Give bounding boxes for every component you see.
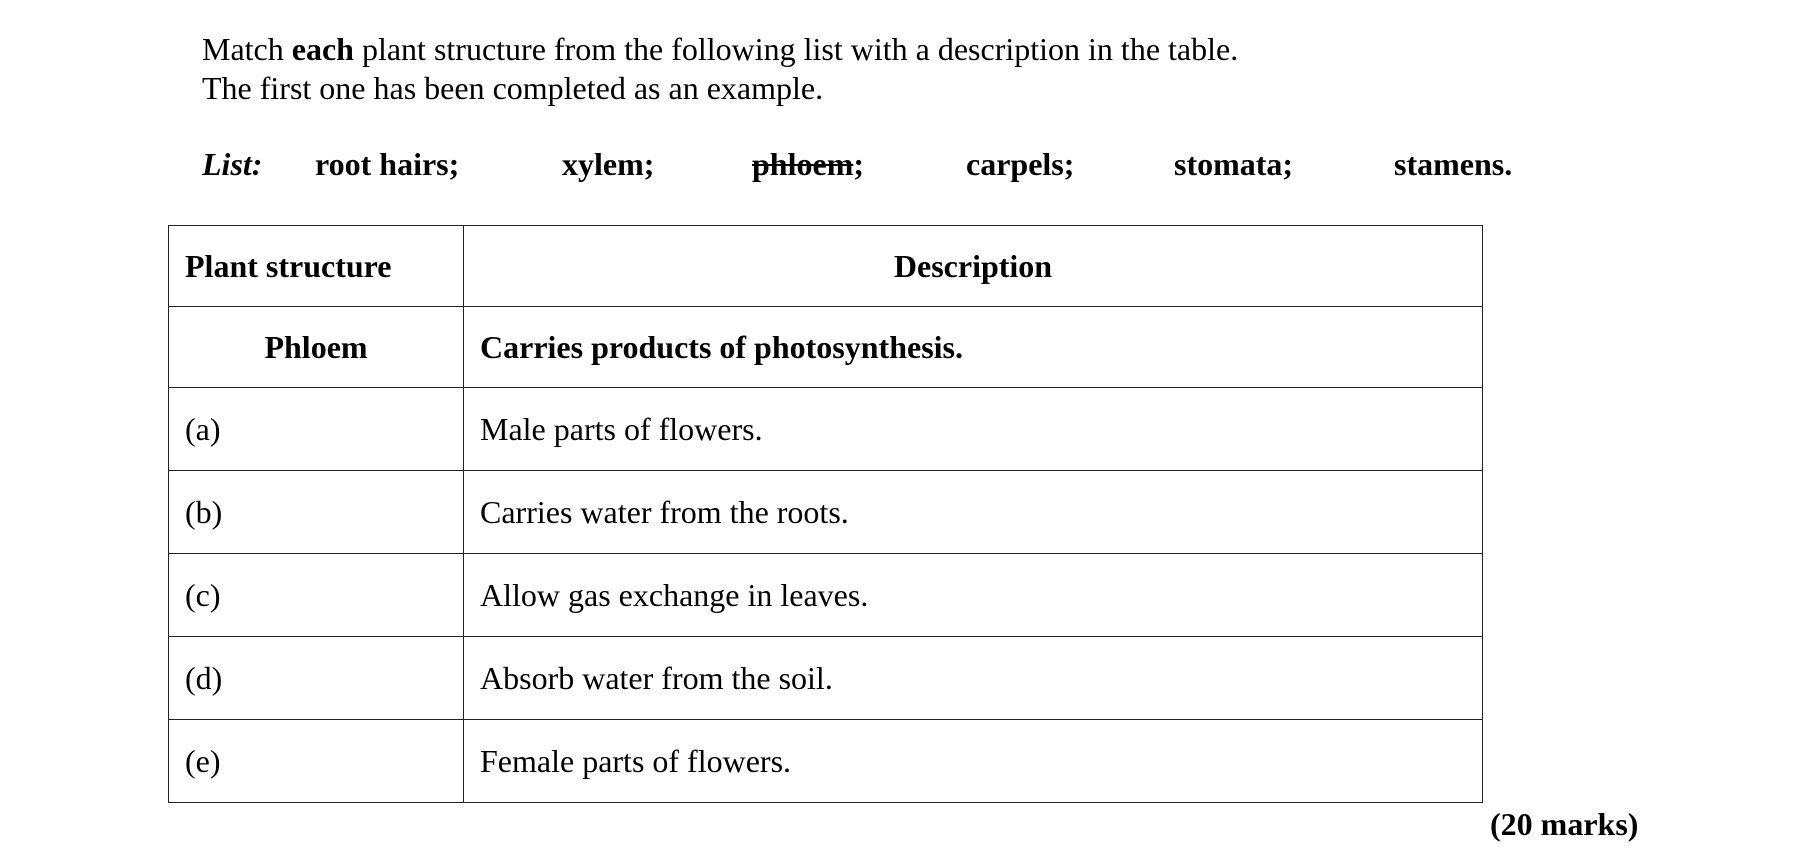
list-item-suffix: ; xyxy=(853,146,864,182)
example-structure: Phloem xyxy=(169,307,464,388)
answer-cell-c[interactable]: (c) xyxy=(169,554,464,637)
answer-cell-b[interactable]: (b) xyxy=(169,471,464,554)
answer-cell-e[interactable]: (e) xyxy=(169,720,464,803)
description-cell: Absorb water from the soil. xyxy=(464,637,1483,720)
example-row xyxy=(169,307,1483,388)
header-plant-structure: Plant structure xyxy=(169,226,464,307)
description-cell: Male parts of flowers. xyxy=(464,388,1483,471)
answer-cell-a[interactable]: (a) xyxy=(169,388,464,471)
description-cell: Female parts of flowers. xyxy=(464,720,1483,803)
list-item-stomata: stomata; xyxy=(1174,146,1294,182)
matching-table xyxy=(168,225,1483,803)
list-item-phloem xyxy=(752,146,864,183)
table-row xyxy=(169,471,1483,554)
table-header-row xyxy=(169,226,1483,307)
marks-label: (20 marks) xyxy=(1490,806,1639,842)
description-cell: Carries water from the roots. xyxy=(464,471,1483,554)
instructions xyxy=(202,30,1238,108)
table-row xyxy=(169,637,1483,720)
table-row xyxy=(169,720,1483,803)
instruction-text: Match xyxy=(202,31,292,67)
instruction-text: plant structure from the following list with a description in the table. xyxy=(353,31,1239,67)
instruction-line-2: The first one has been completed as an example. xyxy=(202,70,824,106)
description-cell: Allow gas exchange in leaves. xyxy=(464,554,1483,637)
list-item-root-hairs: root hairs; xyxy=(315,146,460,182)
instruction-line-1 xyxy=(202,30,1238,69)
list-item-stamens: stamens. xyxy=(1394,146,1513,182)
instruction-emphasis: each xyxy=(291,31,354,67)
answer-cell-d[interactable]: (d) xyxy=(169,637,464,720)
word-list xyxy=(202,146,1542,186)
struck-word: phloem xyxy=(752,146,854,182)
table-row xyxy=(169,554,1483,637)
header-description: Description xyxy=(464,226,1483,307)
list-item-carpels: carpels; xyxy=(966,146,1075,182)
table-row xyxy=(169,388,1483,471)
example-description: Carries products of photosynthesis. xyxy=(464,307,1483,388)
list-label: List: xyxy=(202,146,263,182)
list-item-xylem: xylem; xyxy=(562,146,655,182)
